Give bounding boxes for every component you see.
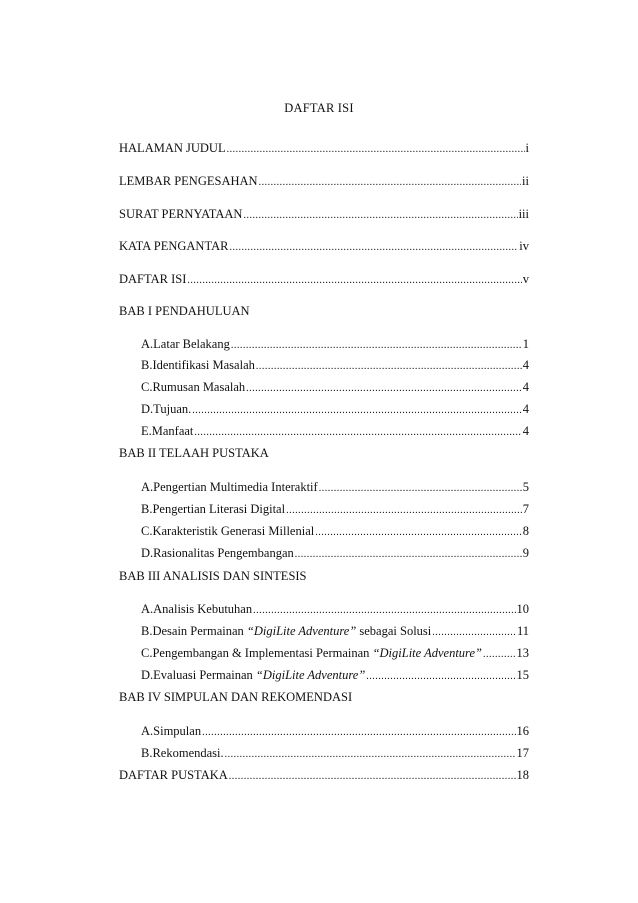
toc-entry: A. Simpulan ..... 16 <box>141 722 529 740</box>
toc-entry: A. Analisis Kebutuhan ..... 10 <box>141 600 529 618</box>
page-number: ii <box>522 174 529 188</box>
page-title: DAFTAR ISI <box>284 101 354 115</box>
page-number: 11 <box>516 624 529 638</box>
page-number: iii <box>518 207 529 221</box>
toc-entry: D. Rasionalitas Pengembangan ..... 9 <box>141 544 529 562</box>
toc-entry: C. Pengembangan & Implementasi Permainan “DigiLite Adventure” ..... 13 <box>141 644 529 662</box>
page-number: 10 <box>516 602 529 616</box>
toc-entry: B. Identifikasi Masalah ..... 4 <box>141 356 529 374</box>
toc-entry: B. Pengertian Literasi Digital ..... 7 <box>141 500 529 518</box>
toc-entry-lembar-pengesahan: LEMBAR PENGESAHAN ..... ii <box>119 172 529 190</box>
chapter-heading-bab4: BAB IV SIMPULAN DAN REKOMENDASI <box>119 690 353 704</box>
page-number: 16 <box>516 724 529 738</box>
toc-entry: C. Rumusan Masalah ..... 4 <box>141 378 529 396</box>
toc-entry-daftar-pustaka: DAFTAR PUSTAKA ..... 18 <box>119 766 529 784</box>
page-number: 13 <box>516 646 529 660</box>
page-number: 5 <box>522 480 529 494</box>
chapter-heading-bab2: BAB II TELAAH PUSTAKA <box>119 446 269 460</box>
toc-entry: E. Manfaat ..... 4 <box>141 422 529 440</box>
toc-entry-halaman-judul: HALAMAN JUDUL ..... i <box>119 139 529 157</box>
page-number: 4 <box>522 380 529 394</box>
toc-entry: A. Latar Belakang ..... 1 <box>141 335 529 353</box>
page-number: v <box>522 272 529 286</box>
page-number: 9 <box>522 546 529 560</box>
toc-entry: D. Tujuan. ..... 4 <box>141 400 529 418</box>
page-number: 7 <box>522 502 529 516</box>
page-number: 8 <box>522 524 529 538</box>
page-number: 4 <box>522 402 529 416</box>
page-number: 4 <box>522 358 529 372</box>
page-number: iv <box>519 239 529 253</box>
chapter-heading-bab3: BAB III ANALISIS DAN SINTESIS <box>119 569 307 583</box>
toc-entry-kata-pengantar: KATA PENGANTAR ..... iv <box>119 237 529 255</box>
toc-entry-daftar-isi: DAFTAR ISI ..... v <box>119 270 529 288</box>
toc-entry: B. Rekomendasi. ..... 17 <box>141 744 529 762</box>
toc-entry: B. Desain Permainan “DigiLite Adventure” sebagai Solusi ..... 11 <box>141 622 529 640</box>
page-number: 1 <box>522 337 529 351</box>
page-number: 15 <box>516 668 529 682</box>
page-number: i <box>525 141 529 155</box>
page-number: 4 <box>522 424 529 438</box>
toc-entry: D. Evaluasi Permainan “DigiLite Adventure” ..... 15 <box>141 666 529 684</box>
chapter-heading-bab1: BAB I PENDAHULUAN <box>119 304 250 318</box>
toc-entry-surat-pernyataan: SURAT PERNYATAAN ..... iii <box>119 205 529 223</box>
toc-entry: A. Pengertian Multimedia Interaktif ..... 5 <box>141 478 529 496</box>
toc-entry: C. Karakteristik Generasi Millenial ..... 8 <box>141 522 529 540</box>
page-number: 18 <box>516 768 529 782</box>
page-number: 17 <box>516 746 529 760</box>
